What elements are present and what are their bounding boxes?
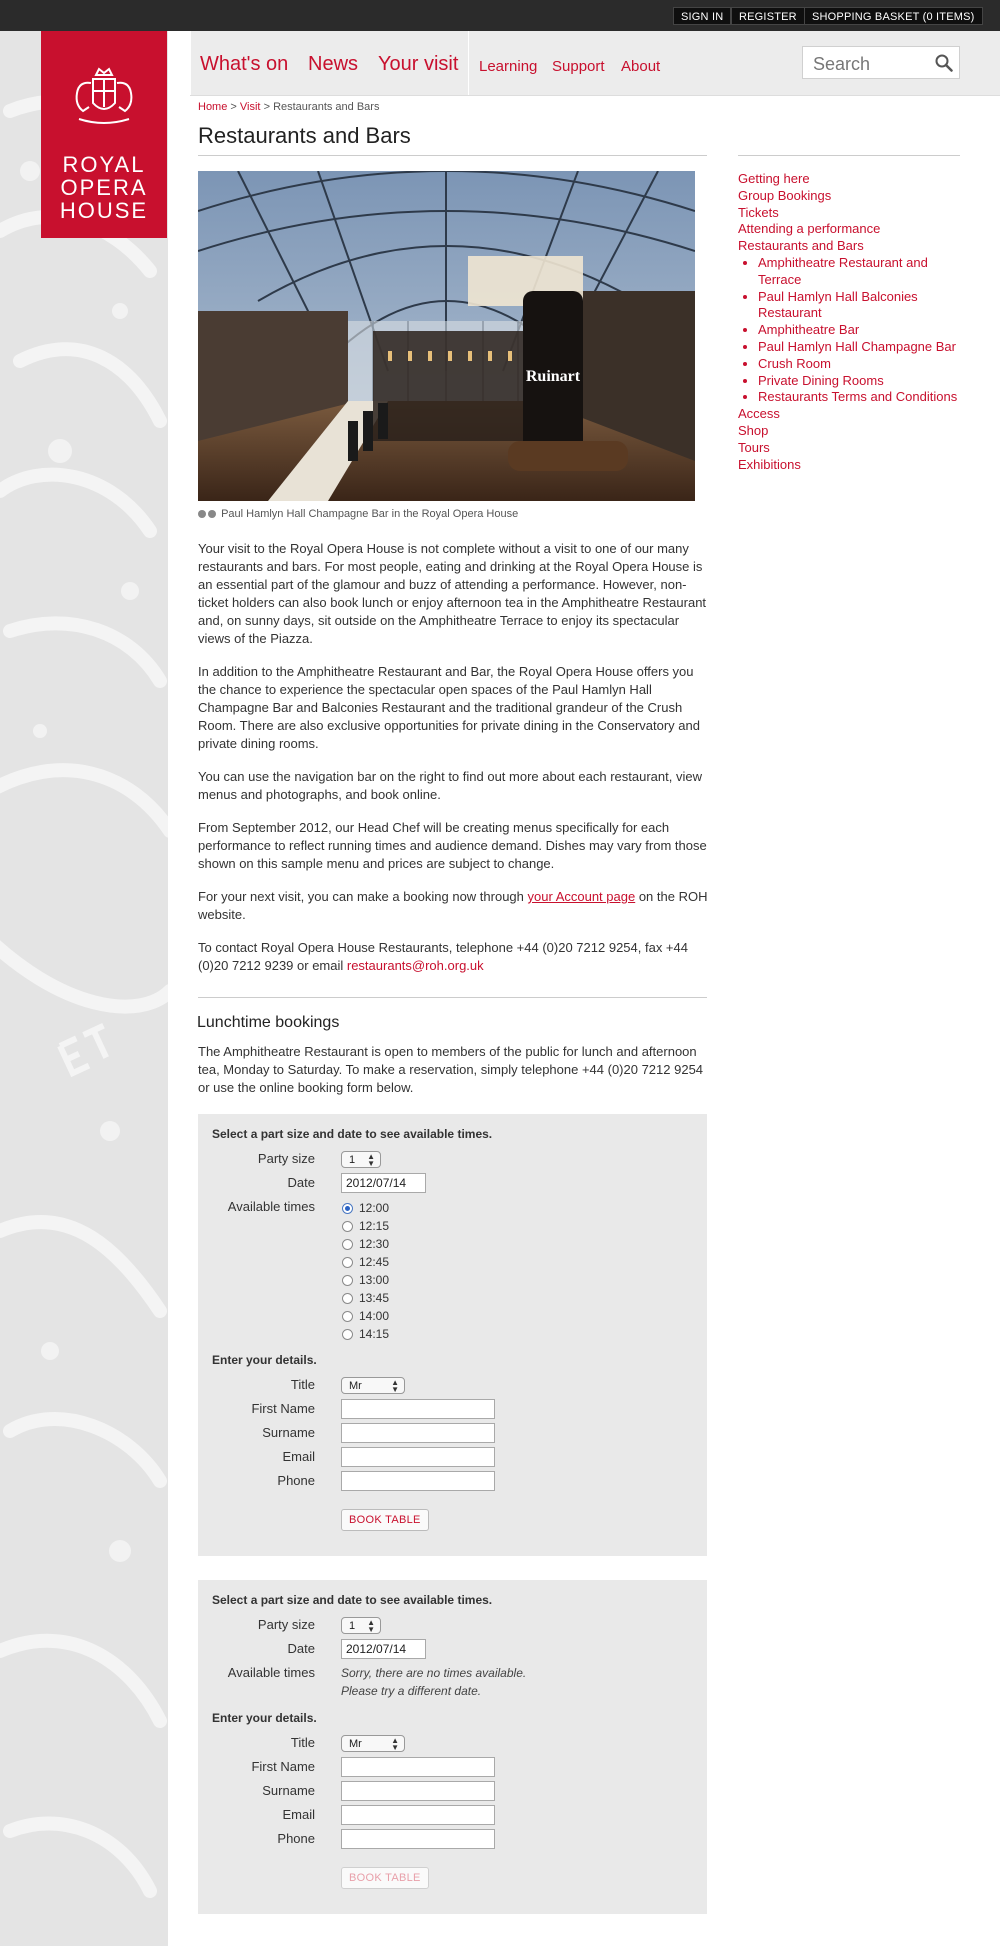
slide-dot-icon[interactable]	[198, 510, 206, 518]
sidebar-item-exhibitions[interactable]: Exhibitions	[738, 456, 801, 472]
intro-text	[198, 540, 708, 990]
sidebar-subitem	[758, 322, 958, 339]
breadcrumb-home[interactable]: Home	[198, 101, 228, 113]
party-size-value: 1	[349, 1620, 356, 1632]
sidebar-subitem-balconies-restaurant[interactable]: Paul Hamlyn Hall Balconies Restaurant	[758, 288, 918, 321]
form-heading-details: Enter your details.	[212, 1711, 317, 1725]
booking-form-1	[198, 1114, 707, 1556]
sidebar-item-shop[interactable]: Shop	[738, 422, 769, 438]
booking-form-2	[198, 1580, 707, 1914]
nav-divider	[190, 31, 191, 95]
book-table-button-disabled[interactable]: BOOK TABLE	[341, 1867, 429, 1889]
royal-opera-house-logo[interactable]	[41, 31, 167, 238]
sidebar-subitem	[758, 356, 958, 373]
nav-divider	[468, 31, 469, 95]
radio-icon[interactable]	[342, 1275, 353, 1286]
paragraph: From September 2012, our Head Chef will be creating menus specifically for each performance to reflect running times and audience demand. Dishes may vary from those shown on this sample menu and prices are subject to change.	[198, 820, 707, 871]
sidebar-navigation	[738, 171, 958, 473]
hero-image-champagne-bar	[198, 171, 695, 501]
party-size-label: Party size	[257, 1617, 315, 1632]
title-select[interactable]	[341, 1377, 405, 1394]
title-divider	[198, 155, 707, 156]
paragraph: You can use the navigation bar on the right to find out more about each restaurant, view menus and photographs, and book online.	[198, 769, 702, 802]
updown-arrows-icon: ▲ ▼	[367, 1618, 375, 1634]
available-times-label: Available times	[227, 1199, 315, 1214]
phone-input[interactable]	[341, 1471, 495, 1491]
sidebar-item-restaurants[interactable]: Restaurants and Bars	[738, 238, 864, 254]
radio-selected-icon[interactable]	[342, 1203, 353, 1214]
time-label: 12:30	[359, 1237, 390, 1251]
updown-arrows-icon: ▲ ▼	[391, 1736, 399, 1752]
time-label: 13:45	[359, 1291, 390, 1305]
title-select[interactable]	[341, 1735, 405, 1752]
date-label: Date	[287, 1175, 315, 1190]
title-value: Mr	[349, 1738, 362, 1750]
sidebar-subitem-private-dining[interactable]: Private Dining Rooms	[758, 372, 884, 388]
time-option[interactable]	[342, 1200, 389, 1216]
radio-icon[interactable]	[342, 1239, 353, 1250]
surname-input[interactable]	[341, 1781, 495, 1801]
breadcrumb-separator: >	[230, 101, 237, 113]
sign-in-button[interactable]: SIGN IN	[673, 7, 731, 25]
surname-label: Surname	[262, 1425, 315, 1440]
email-link[interactable]: restaurants@roh.org.uk	[346, 958, 484, 973]
breadcrumb-current: Restaurants and Bars	[273, 101, 380, 113]
paragraph-text: To contact Royal Opera House Restaurants, telephone +44 (0)20 7212 9254, fax +44 (0)20 7212 9239 or email	[198, 940, 688, 973]
time-label: 12:00	[359, 1201, 390, 1215]
hero-caption	[198, 508, 518, 520]
paragraph	[198, 939, 708, 975]
paragraph-text: on the ROH website.	[198, 889, 708, 922]
time-option[interactable]	[342, 1218, 389, 1234]
nav-support[interactable]: Support	[552, 58, 605, 75]
sidebar-item-getting-here[interactable]: Getting here	[738, 171, 810, 186]
top-bar	[0, 0, 1000, 31]
title-value: Mr	[349, 1380, 362, 1392]
background-crest-illustration	[0, 31, 168, 1946]
email-input[interactable]	[341, 1447, 495, 1467]
form-heading-select: Select a part size and date to see available times.	[212, 1593, 493, 1607]
sidebar-item-attending[interactable]: Attending a performance	[738, 221, 881, 237]
breadcrumb	[198, 101, 379, 113]
time-option[interactable]	[342, 1236, 389, 1252]
party-size-select[interactable]	[341, 1151, 381, 1168]
radio-icon[interactable]	[342, 1329, 353, 1340]
time-label: 12:15	[359, 1219, 390, 1233]
sidebar-divider	[738, 155, 960, 156]
sidebar-item-tickets[interactable]: Tickets	[738, 204, 779, 220]
first-name-label: First Name	[251, 1401, 315, 1416]
sidebar-subitem	[758, 339, 958, 356]
date-label: Date	[287, 1641, 315, 1656]
slide-dot-icon[interactable]	[208, 510, 216, 518]
page-title: Restaurants and Bars	[198, 123, 411, 148]
sidebar-item-access[interactable]: Access	[738, 406, 780, 422]
paragraph: The Amphitheatre Restaurant is open to members of the public for lunch and afternoon tea, Monday to Saturday. To make a reservation, simply telephone +44 (0)20 7212 9254 or use the online booking form below.	[198, 1044, 704, 1095]
updown-arrows-icon: ▲ ▼	[367, 1152, 375, 1168]
no-times-line: Please try a different date.	[341, 1684, 482, 1698]
search-box	[802, 46, 960, 79]
date-input[interactable]: 2012/07/14	[341, 1173, 426, 1193]
nav-whats-on[interactable]: What's on	[200, 53, 289, 75]
first-name-label: First Name	[251, 1759, 315, 1774]
paragraph-text: For your next visit, you can make a booking now through	[198, 889, 528, 904]
logo-text-royal: ROYAL	[62, 152, 146, 177]
date-input[interactable]: 2012/07/14	[341, 1639, 426, 1659]
email-label: Email	[282, 1807, 315, 1822]
breadcrumb-separator: >	[263, 101, 270, 113]
account-page-link[interactable]: your Account page	[527, 889, 636, 904]
party-size-select[interactable]	[341, 1617, 381, 1634]
phone-label: Phone	[277, 1831, 315, 1846]
ruinart-sign: Ruinart	[525, 368, 581, 385]
phone-label: Phone	[277, 1473, 315, 1488]
party-size-value: 1	[349, 1154, 356, 1166]
email-input[interactable]	[341, 1805, 495, 1825]
nav-news[interactable]: News	[308, 53, 359, 75]
magnifier-icon[interactable]	[935, 54, 953, 72]
time-option[interactable]	[342, 1272, 389, 1288]
available-times-label: Available times	[227, 1665, 315, 1680]
form-heading-details: Enter your details.	[212, 1353, 317, 1367]
time-label: 14:15	[359, 1327, 390, 1341]
lunch-section-title: Lunchtime bookings	[197, 1014, 340, 1031]
champagne-bar-illustration	[198, 171, 695, 501]
book-table-button[interactable]: BOOK TABLE	[341, 1509, 429, 1531]
shopping-basket-button[interactable]: SHOPPING BASKET (0 ITEMS)	[804, 7, 983, 25]
sidebar-item-group-bookings[interactable]: Group Bookings	[738, 187, 832, 203]
first-name-input[interactable]	[341, 1757, 495, 1777]
sidebar-subitem	[758, 289, 958, 323]
section-divider	[198, 997, 707, 998]
background-crest-art	[0, 31, 168, 1946]
paragraph: Your visit to the Royal Opera House is not complete without a visit to one of our many restaurants and bars. For most people, eating and drinking at the Royal Opera House is an essential part of the glamour and buzz of attending a performance. However, non-ticket holders can also book lunch or enjoy afternoon tea in the Amphitheatre Restaurant and, on sunny days, sit outside on the Amphitheatre Terrace to enjoy its spectacular views of the Piazza.	[198, 541, 707, 646]
title-label: Title	[290, 1735, 315, 1750]
paragraph: In addition to the Amphitheatre Restaurant and Bar, the Royal Opera House offers you the chance to experience the spectacular open spaces of the Paul Hamlyn Hall Champagne Bar and Balconies Restaurant and the traditional grandeur of the Crush Room. There are also exclusive opportunities for private dining in the Conservatory and private dining rooms.	[198, 664, 700, 751]
caption-text: Paul Hamlyn Hall Champagne Bar in the Royal Opera House	[221, 508, 519, 520]
no-times-notice	[341, 1664, 526, 1700]
time-label: 14:00	[359, 1309, 390, 1323]
updown-arrows-icon: ▲ ▼	[391, 1378, 399, 1394]
phone-input[interactable]	[341, 1829, 495, 1849]
nav-your-visit[interactable]: Your visit	[378, 53, 459, 75]
paragraph	[198, 888, 708, 924]
sidebar-subitem	[758, 255, 958, 289]
sidebar-subitem-amphitheatre-bar[interactable]: Amphitheatre Bar	[758, 322, 860, 338]
radio-icon[interactable]	[342, 1257, 353, 1268]
sidebar-subitem-amphitheatre-restaurant[interactable]: Amphitheatre Restaurant and Terrace	[758, 254, 928, 287]
time-option[interactable]	[342, 1290, 389, 1306]
sidebar-subitem	[758, 373, 958, 390]
email-label: Email	[282, 1449, 315, 1464]
crest-icon	[69, 67, 139, 127]
time-option[interactable]	[342, 1308, 389, 1324]
time-label: 13:00	[359, 1273, 390, 1287]
time-option[interactable]	[342, 1254, 389, 1270]
nav-about[interactable]: About	[621, 58, 661, 75]
time-option[interactable]	[342, 1326, 389, 1342]
logo-text-house: HOUSE	[59, 198, 149, 223]
nav-learning[interactable]: Learning	[479, 58, 538, 75]
surname-label: Surname	[262, 1783, 315, 1798]
radio-icon[interactable]	[342, 1293, 353, 1304]
sidebar-subitem-crush-room[interactable]: Crush Room	[758, 355, 831, 371]
form-heading-select: Select a part size and date to see available times.	[212, 1127, 493, 1141]
breadcrumb-visit[interactable]: Visit	[239, 101, 261, 113]
sidebar-subitem-terms[interactable]: Restaurants Terms and Conditions	[758, 389, 958, 405]
no-times-line: Sorry, there are no times available.	[341, 1666, 527, 1680]
first-name-input[interactable]	[341, 1399, 495, 1419]
lunch-text	[198, 1043, 708, 1112]
radio-icon[interactable]	[342, 1221, 353, 1232]
sidebar-subitem-champagne-bar[interactable]: Paul Hamlyn Hall Champagne Bar	[758, 338, 956, 354]
radio-icon[interactable]	[342, 1311, 353, 1322]
party-size-label: Party size	[257, 1151, 315, 1166]
logo-text-opera: OPERA	[60, 175, 148, 200]
title-label: Title	[290, 1377, 315, 1392]
sidebar-sublist	[738, 255, 958, 406]
surname-input[interactable]	[341, 1423, 495, 1443]
sidebar-item-tours[interactable]: Tours	[738, 439, 770, 455]
time-label: 12:45	[359, 1255, 390, 1269]
sidebar-subitem	[758, 389, 958, 406]
search-input[interactable]	[811, 53, 935, 76]
register-button[interactable]: REGISTER	[731, 7, 805, 25]
